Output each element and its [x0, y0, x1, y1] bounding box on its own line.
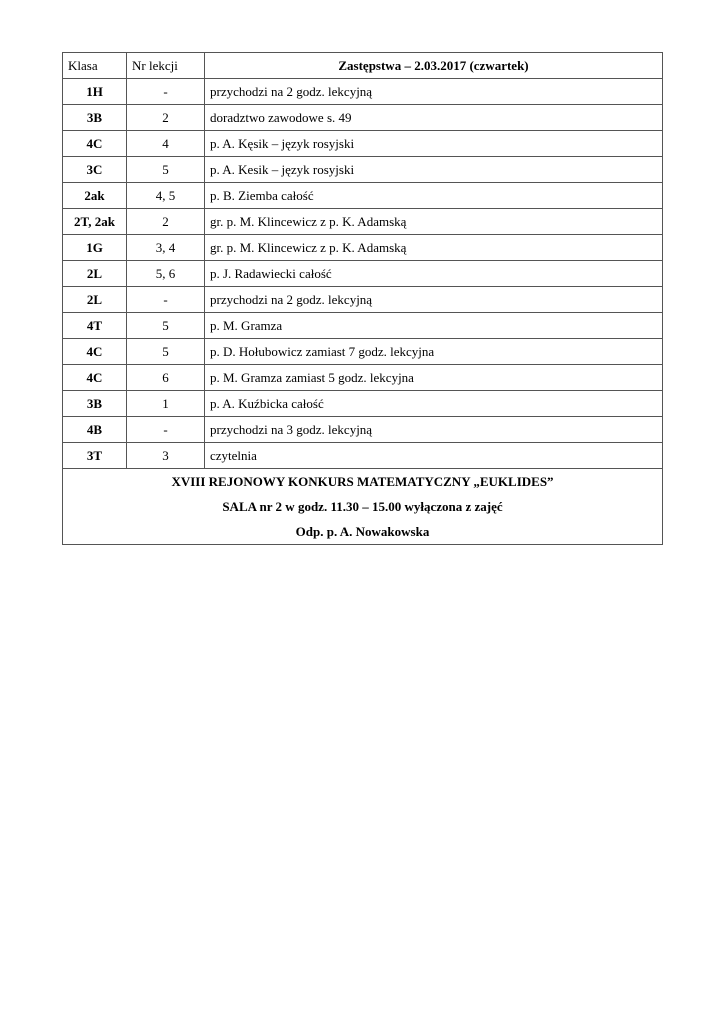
cell-nr-lekcji: 6 — [127, 365, 205, 391]
table-row — [63, 79, 663, 105]
cell-nr-lekcji: 5, 6 — [127, 261, 205, 287]
notice-cell — [63, 469, 663, 545]
cell-description: przychodzi na 2 godz. lekcyjną — [205, 287, 663, 313]
table-row — [63, 365, 663, 391]
cell-description: p. D. Hołubowicz zamiast 7 godz. lekcyjna — [205, 339, 663, 365]
notice-responsible: Odp. p. A. Nowakowska — [295, 524, 430, 539]
cell-nr-lekcji: 5 — [127, 157, 205, 183]
cell-klasa: 3T — [63, 443, 127, 469]
cell-klasa: 4C — [63, 365, 127, 391]
cell-klasa: 3C — [63, 157, 127, 183]
table-row — [63, 131, 663, 157]
cell-nr-lekcji: 3 — [127, 443, 205, 469]
cell-description: p. M. Gramza zamiast 5 godz. lekcyjna — [205, 365, 663, 391]
cell-description: p. A. Kęsik – język rosyjski — [205, 131, 663, 157]
cell-klasa: 4C — [63, 339, 127, 365]
cell-klasa: 2L — [63, 287, 127, 313]
cell-nr-lekcji: - — [127, 417, 205, 443]
table-row — [63, 209, 663, 235]
cell-description: p. M. Gramza — [205, 313, 663, 339]
cell-description: gr. p. M. Klincewicz z p. K. Adamską — [205, 235, 663, 261]
cell-nr-lekcji: - — [127, 79, 205, 105]
cell-description: p. B. Ziemba całość — [205, 183, 663, 209]
table-row — [63, 417, 663, 443]
table-row — [63, 183, 663, 209]
table-row — [63, 235, 663, 261]
cell-nr-lekcji: 4, 5 — [127, 183, 205, 209]
cell-nr-lekcji: 5 — [127, 339, 205, 365]
cell-description: czytelnia — [205, 443, 663, 469]
table-row — [63, 443, 663, 469]
notice-contest-title: XVIII REJONOWY KONKURS MATEMATYCZNY „EUKLIDES” — [171, 474, 554, 489]
cell-klasa: 3B — [63, 105, 127, 131]
table-row — [63, 105, 663, 131]
cell-klasa: 1G — [63, 235, 127, 261]
notice-row — [63, 469, 663, 545]
cell-klasa: 1H — [63, 79, 127, 105]
cell-nr-lekcji: 5 — [127, 313, 205, 339]
cell-klasa: 2T, 2ak — [63, 209, 127, 235]
cell-description: przychodzi na 3 godz. lekcyjną — [205, 417, 663, 443]
table-row — [63, 157, 663, 183]
cell-nr-lekcji: 1 — [127, 391, 205, 417]
cell-description: gr. p. M. Klincewicz z p. K. Adamską — [205, 209, 663, 235]
cell-klasa: 4B — [63, 417, 127, 443]
substitutions-table — [62, 52, 663, 545]
header-nr-lekcji: Nr lekcji — [127, 53, 205, 79]
cell-description: przychodzi na 2 godz. lekcyjną — [205, 79, 663, 105]
notice-room-info: SALA nr 2 w godz. 11.30 – 15.00 wyłączona z zajęć — [222, 499, 503, 514]
cell-klasa: 2ak — [63, 183, 127, 209]
cell-klasa: 3B — [63, 391, 127, 417]
header-row — [63, 53, 663, 79]
table-row — [63, 287, 663, 313]
cell-nr-lekcji: 4 — [127, 131, 205, 157]
table-row — [63, 339, 663, 365]
cell-nr-lekcji: 2 — [127, 209, 205, 235]
table-row — [63, 391, 663, 417]
cell-klasa: 4C — [63, 131, 127, 157]
header-title: Zastępstwa – 2.03.2017 (czwartek) — [205, 53, 663, 79]
cell-description: p. A. Kuźbicka całość — [205, 391, 663, 417]
cell-klasa: 4T — [63, 313, 127, 339]
cell-nr-lekcji: 3, 4 — [127, 235, 205, 261]
table-row — [63, 313, 663, 339]
table-row — [63, 261, 663, 287]
cell-description: doradztwo zawodowe s. 49 — [205, 105, 663, 131]
cell-description: p. J. Radawiecki całość — [205, 261, 663, 287]
header-klasa: Klasa — [63, 53, 127, 79]
cell-klasa: 2L — [63, 261, 127, 287]
cell-description: p. A. Kesik – język rosyjski — [205, 157, 663, 183]
cell-nr-lekcji: 2 — [127, 105, 205, 131]
cell-nr-lekcji: - — [127, 287, 205, 313]
